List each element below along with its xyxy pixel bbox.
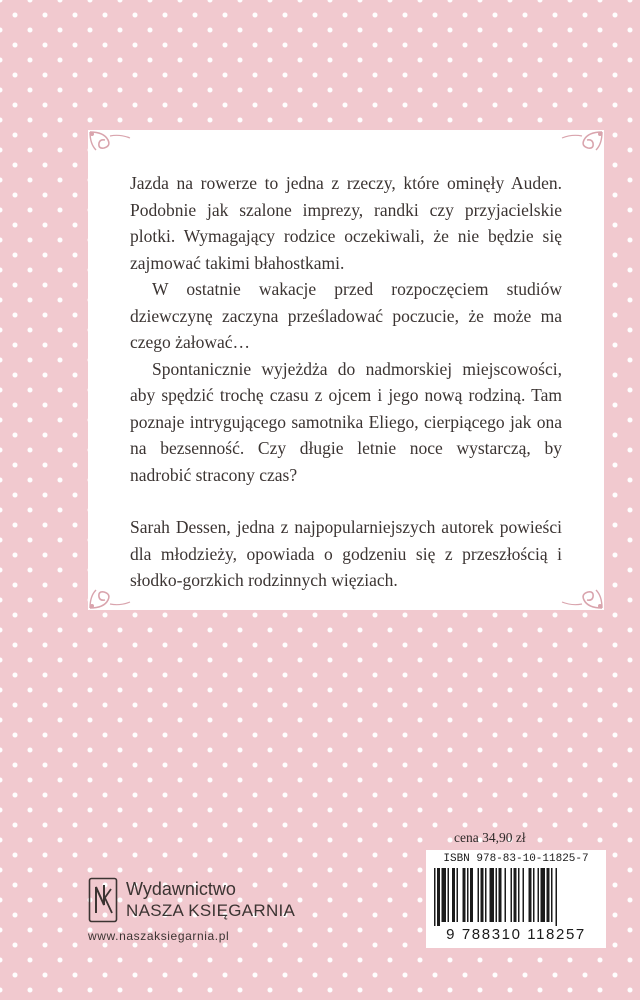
publisher-name-line2: NASZA KSIĘGARNIA [126, 901, 296, 920]
barcode-box [426, 850, 606, 948]
publisher-url: www.naszaksiegarnia.pl [88, 929, 230, 943]
blurb-text [130, 170, 562, 594]
author-paragraph: Sarah Dessen, jedna z najpopularniejszych autorek powieści dla młodzieży, opowiada o godzeniu się z przeszłością i słodko-gorzkich rodzinnych więziach. [130, 517, 562, 590]
corner-flourish-icon [554, 128, 606, 158]
blurb-panel [88, 130, 604, 610]
publisher-name-line1: Wydawnictwo [126, 879, 236, 899]
blurb-paragraph: Spontanicznie wyjeżdża do nadmorskiej miejscowości, aby spędzić trochę czasu z ojcem i jego nową rodziną. Tam poznaje intrygującego samotnika Eliego, cierpiącego jak ona na bezsenność. Czy długie letnie noce wystarczą, by nadrobić stracony czas? [130, 358, 562, 485]
price-label: cena 34,90 zł [454, 830, 526, 845]
blurb-paragraph: Jazda na rowerze to jedna z rzeczy, które ominęły Auden. Podobnie jak szalone imprezy, randki czy przyjacielskie plotki. Wymagający rodzice oczekiwali, że nie będzie się zajmować takimi błahostkami. [130, 173, 562, 273]
barcode-icon [432, 868, 600, 926]
publisher-block [88, 877, 348, 947]
isbn-label: ISBN 978-83-10-11825-7 [443, 853, 589, 865]
blurb-paragraph: W ostatnie wakacje przed rozpoczęciem studiów dziewczynę zaczyna prześladować poczucie, że może ma czego żałować… [130, 279, 562, 352]
corner-flourish-icon [86, 128, 138, 158]
nk-monogram-icon [88, 877, 118, 923]
barcode-digits: 9 788310 118257 [446, 926, 586, 943]
